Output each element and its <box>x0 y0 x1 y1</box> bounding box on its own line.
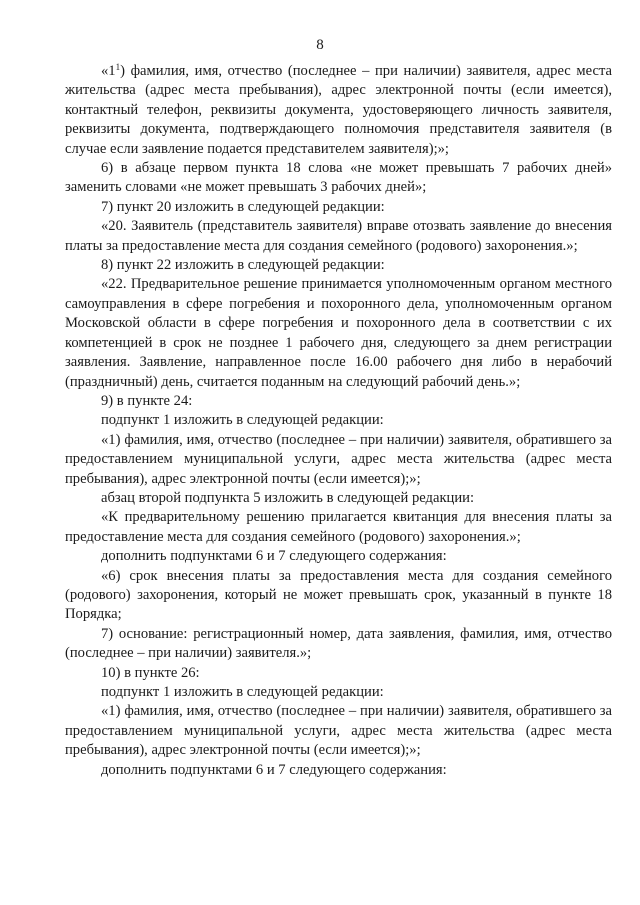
superscript-1: 1 <box>115 62 121 72</box>
paragraph-add-subitems-heading: дополнить подпунктами 6 и 7 следующего содержания: <box>101 548 447 565</box>
paragraph-1-1-text: ) фамилия, имя, отчество (последнее – при наличии) заявителя, адрес места жительства (адрес места пребывания), адрес электронной почты (если имеется), контактный телефон, реквизиты документа, удостоверяющего личность заявителя, реквизиты документа, подтверждающего полномочия представителя заявителя (в случае если заявление подается представителем заявителя);»; <box>65 63 612 157</box>
paragraph-item-10-add-subitems: дополнить подпунктами 6 и 7 следующего содержания: <box>101 761 447 778</box>
document-body <box>65 62 612 780</box>
paragraph-clause-22: «22. Предварительное решение принимается уполномоченным органом местного самоуправления в сфере погребения и похоронного дела, уполномоченным органом Московской области в сфере погребения и похоронного дела в соответствии с их компетенцией в срок не позднее 1 рабочего дня, следующего за днем регистрации заявления. Заявление, направленное после 16.00 рабочего дня либо в нерабочий (праздничный) день, считается поданным на следующий рабочий день.»; <box>65 276 612 390</box>
paragraph-subitem-6-text: «6) срок внесения платы за предоставления места для создания семейного (родового) захоронения, который не может превышать срок, указанный в пункте 18 Порядка; <box>65 567 612 623</box>
page-number: 8 <box>316 37 324 53</box>
paragraph-item-10-subitem-1-heading: подпункт 1 изложить в следующей редакции: <box>101 684 384 700</box>
paragraph-item-10-subitem-1-text: «1) фамилия, имя, отчество (последнее – при наличии) заявителя, обратившего за предоставлением муниципальной услуги, адрес места жительства (адрес места пребывания), адрес электронной почты (если имеется);»; <box>65 703 612 759</box>
paragraph-clause-20: «20. Заявитель (представитель заявителя) вправе отозвать заявление до внесения платы за предоставление места для создания семейного (родового) захоронения.»; <box>65 218 612 254</box>
paragraph-1-1-prefix: «1 <box>101 63 116 79</box>
paragraph-item-6: 6) в абзаце первом пункта 18 слова «не может превышать 7 рабочих дней» заменить словами «не может превышать 3 рабочих дней»; <box>65 160 612 196</box>
paragraph-item-9: 9) в пункте 24: <box>101 392 193 409</box>
paragraph-subitem-1-heading: подпункт 1 изложить в следующей редакции: <box>101 412 384 429</box>
paragraph-subitem-5-text: «К предварительному решению прилагается квитанция для внесения платы за предоставление места для создания семейного (родового) захоронения.»; <box>65 509 612 545</box>
paragraph-item-7: 7) пункт 20 изложить в следующей редакции: <box>101 198 385 215</box>
paragraph-item-10: 10) в пункте 26: <box>101 664 200 681</box>
paragraph-1-1 <box>65 62 612 159</box>
paragraph-subitem-1-text: «1) фамилия, имя, отчество (последнее – при наличии) заявителя, обратившего за предоставлением муниципальной услуги, адрес места жительства (адрес места пребывания), адрес электронной почты (если имеется);»; <box>65 431 612 487</box>
paragraph-item-8: 8) пункт 22 изложить в следующей редакции: <box>101 257 385 274</box>
paragraph-subitem-5-heading: абзац второй подпункта 5 изложить в следующей редакции: <box>101 489 475 506</box>
paragraph-subitem-7-text: 7) основание: регистрационный номер, дата заявления, фамилия, имя, отчество (последнее – при наличии) заявителя.»; <box>65 625 612 662</box>
